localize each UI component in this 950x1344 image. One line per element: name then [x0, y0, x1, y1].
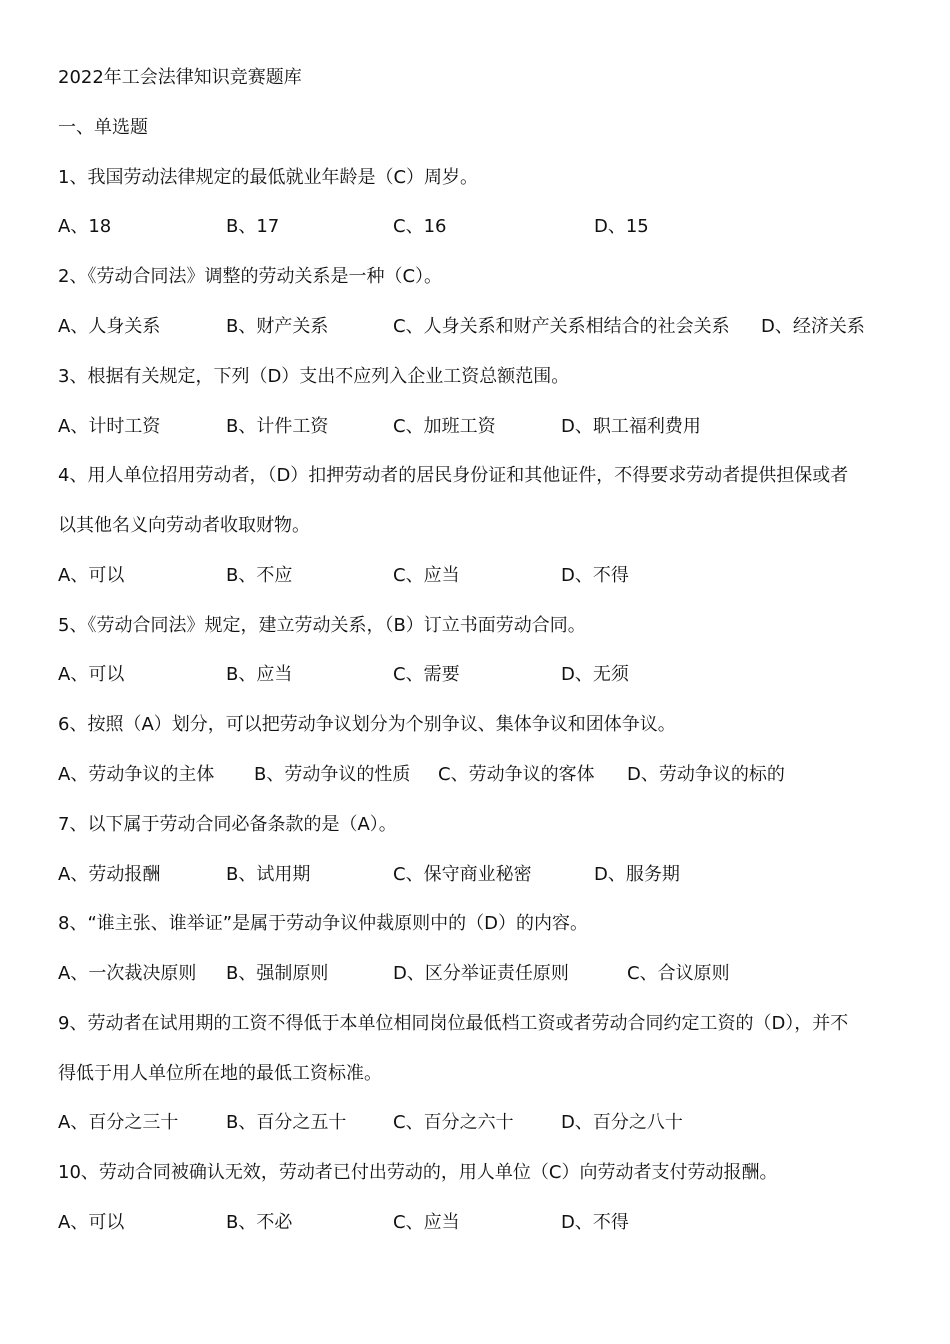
option-b: B、劳动争议的性质	[254, 764, 411, 785]
options-row	[58, 1208, 910, 1238]
section-heading: 一、单选题	[58, 117, 148, 138]
option-c: C、需要	[393, 664, 460, 685]
options-row	[58, 760, 910, 790]
option-b: B、不应	[226, 565, 293, 586]
question-stem: 1、我国劳动法律规定的最低就业年龄是（C）周岁。	[58, 167, 479, 188]
question-stem: 2、《劳动合同法》调整的劳动关系是一种（C）。	[58, 266, 443, 287]
options-row	[58, 1108, 910, 1138]
option-c: C、应当	[393, 565, 460, 586]
option-b: B、百分之五十	[226, 1112, 347, 1133]
option-d: D、职工福利费用	[561, 416, 701, 437]
question-stem: 3、根据有关规定，下列（D）支出不应列入企业工资总额范围。	[58, 366, 570, 387]
option-b: B、强制原则	[226, 963, 329, 984]
option-d: D、服务期	[594, 864, 680, 885]
option-a: A、百分之三十	[58, 1112, 179, 1133]
option-d: D、劳动争议的标的	[627, 764, 785, 785]
doc-title: 2022年工会法律知识竞赛题库	[58, 67, 302, 88]
option-b: B、不必	[226, 1212, 293, 1233]
option-c: C、人身关系和财产关系相结合的社会关系	[393, 316, 730, 337]
option-d: D、经济关系	[761, 316, 865, 337]
options-row	[58, 561, 910, 591]
question-stem: 8、“谁主张、谁举证”是属于劳动争议仲裁原则中的（D）的内容。	[58, 913, 588, 934]
option-d: D、15	[594, 216, 649, 237]
option-b: B、试用期	[226, 864, 311, 885]
option-c: C、保守商业秘密	[393, 864, 532, 885]
option-c: C、百分之六十	[393, 1112, 514, 1133]
option-b: B、财产关系	[226, 316, 329, 337]
options-row	[58, 212, 910, 242]
option-c: C、合议原则	[627, 963, 730, 984]
option-a: A、劳动争议的主体	[58, 764, 215, 785]
options-row	[58, 412, 910, 442]
option-a: A、一次裁决原则	[58, 963, 197, 984]
question-stem: 9、劳动者在试用期的工资不得低于本单位相同岗位最低档工资或者劳动合同约定工资的（D），并不	[58, 1013, 849, 1034]
option-a: A、劳动报酬	[58, 864, 161, 885]
option-d: D、不得	[561, 1212, 629, 1233]
option-d: D、百分之八十	[561, 1112, 683, 1133]
option-a: A、计时工资	[58, 416, 161, 437]
option-a: A、人身关系	[58, 316, 161, 337]
option-a: A、可以	[58, 1212, 125, 1233]
option-c: C、16	[393, 216, 447, 237]
option-c: C、劳动争议的客体	[438, 764, 595, 785]
options-row	[58, 312, 910, 342]
options-row	[58, 660, 910, 690]
option-c: C、应当	[393, 1212, 460, 1233]
question-stem: 4、用人单位招用劳动者，（D）扣押劳动者的居民身份证和其他证件，不得要求劳动者提供担保或者	[58, 465, 849, 486]
option-d: D、无须	[561, 664, 629, 685]
question-stem-continued: 以其他名义向劳动者收取财物。	[58, 515, 310, 536]
option-c: C、加班工资	[393, 416, 496, 437]
question-stem: 5、《劳动合同法》规定，建立劳动关系，（B）订立书面劳动合同。	[58, 615, 586, 636]
question-stem: 6、按照（A）划分，可以把劳动争议划分为个别争议、集体争议和团体争议。	[58, 714, 676, 735]
option-a: A、可以	[58, 664, 125, 685]
option-a: A、18	[58, 216, 112, 237]
option-d: D、不得	[561, 565, 629, 586]
options-row	[58, 959, 910, 989]
option-a: A、可以	[58, 565, 125, 586]
option-b: B、17	[226, 216, 280, 237]
question-stem: 7、以下属于劳动合同必备条款的是（A）。	[58, 814, 397, 835]
option-d: D、区分举证责任原则	[393, 963, 569, 984]
option-b: B、应当	[226, 664, 293, 685]
question-stem: 10、劳动合同被确认无效，劳动者已付出劳动的，用人单位（C）向劳动者支付劳动报酬。	[58, 1162, 778, 1183]
options-row	[58, 860, 910, 890]
option-b: B、计件工资	[226, 416, 329, 437]
question-stem-continued: 得低于用人单位所在地的最低工资标准。	[58, 1063, 382, 1084]
